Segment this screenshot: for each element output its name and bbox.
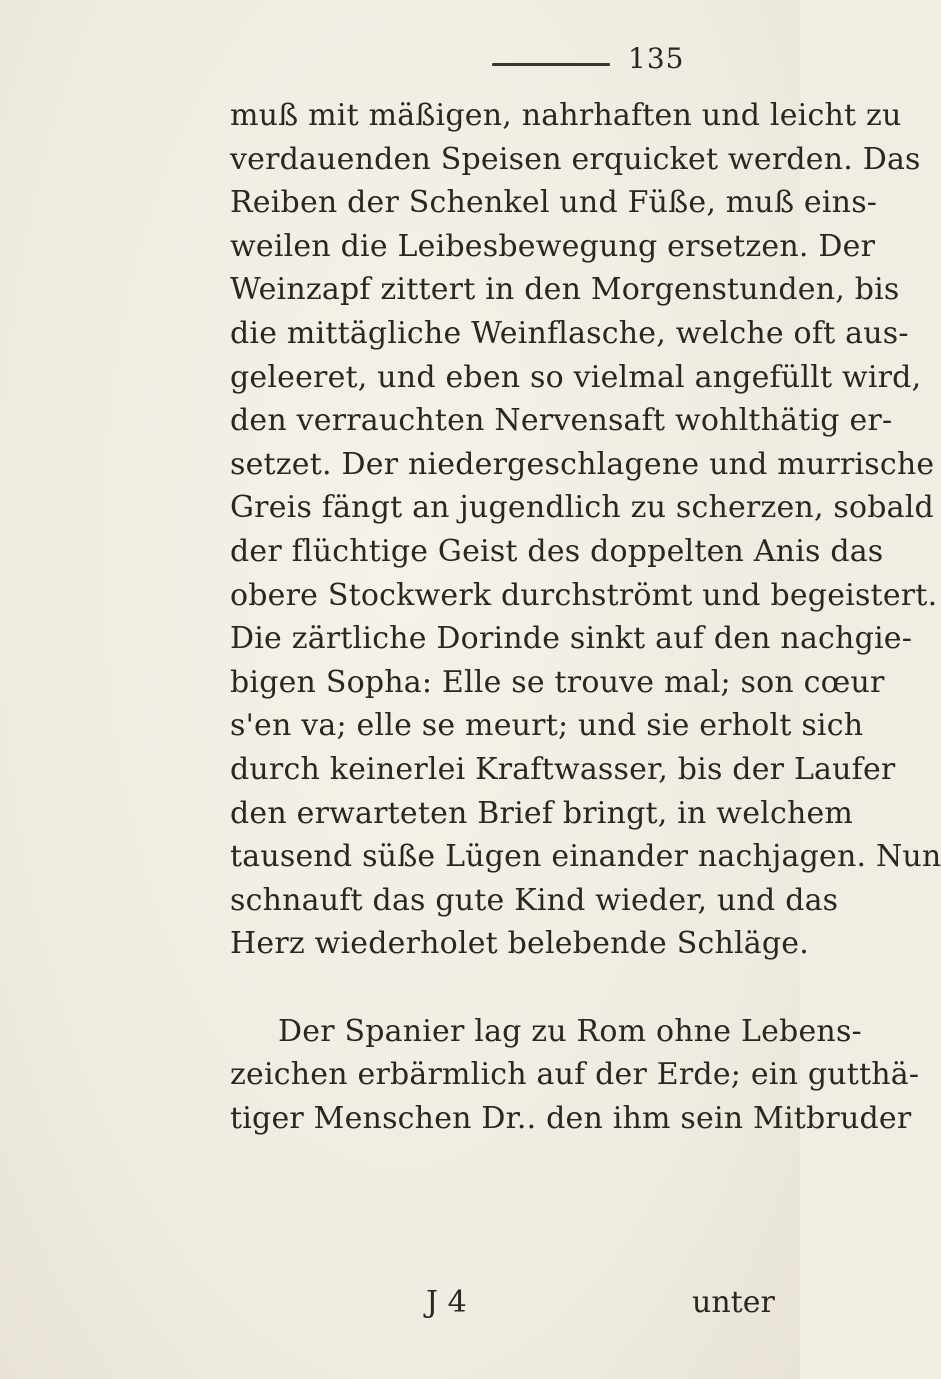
text-line: zeichen erbärmlich auf der Erde; ein gutthä-: [230, 1057, 920, 1093]
paragraph-gap: [230, 966, 770, 1010]
text-line: muß mit mäßigen, nahrhaften und leicht zu: [230, 98, 902, 133]
text-line: Weinzapf zittert in den Morgenstunden, bis: [230, 272, 900, 308]
signature-mark: J 4: [426, 1285, 467, 1320]
text-line: obere Stockwerk durchströmt und begeistert.: [230, 577, 938, 613]
page-footer: [230, 1281, 775, 1325]
text-line: durch keinerlei Kraftwasser, bis der Laufer: [230, 751, 896, 787]
header-rule: [492, 63, 610, 66]
text-line: Die zärtliche Dorinde sinkt auf den nachgie-: [230, 621, 913, 657]
text-line: weilen die Leibesbewegung ersetzen. Der: [230, 228, 876, 264]
page-number: 135: [628, 42, 685, 75]
text-line: bigen Sopha: Elle se trouve mal; son cœur: [230, 664, 885, 700]
text-line: den verrauchten Nervensaft wohlthätig er-: [230, 403, 893, 439]
text-line: tiger Menschen Dr.. den ihm sein Mitbruder: [230, 1101, 912, 1137]
text-line: Reiben der Schenkel und Füße, muß eins-: [230, 185, 878, 221]
catchword: unter: [692, 1285, 775, 1320]
text-line: s'en va; elle se meurt; und sie erholt sich: [230, 708, 864, 744]
body-text: [230, 94, 941, 1141]
text-line: den erwarteten Brief bringt, in welchem: [230, 795, 854, 831]
text-line: der flüchtige Geist des doppelten Anis das: [230, 533, 884, 569]
text-line: Der Spanier lag zu Rom ohne Lebens-: [278, 1013, 862, 1049]
text-line: Herz wiederholet belebende Schläge.: [230, 926, 809, 962]
text-line: verdauenden Speisen erquicket werden. Das: [230, 141, 921, 177]
text-line: die mittägliche Weinflasche, welche oft aus-: [230, 315, 909, 351]
text-line: Greis fängt an jugendlich zu scherzen, sobald: [230, 490, 934, 526]
text-line: geleeret, und eben so vielmal angefüllt wird,: [230, 359, 922, 395]
text-line: schnauft das gute Kind wieder, und das: [230, 882, 839, 918]
text-line: setzet. Der niedergeschlagene und murrische: [230, 446, 935, 482]
text-line: tausend süße Lügen einander nachjagen. Nun: [230, 839, 941, 875]
